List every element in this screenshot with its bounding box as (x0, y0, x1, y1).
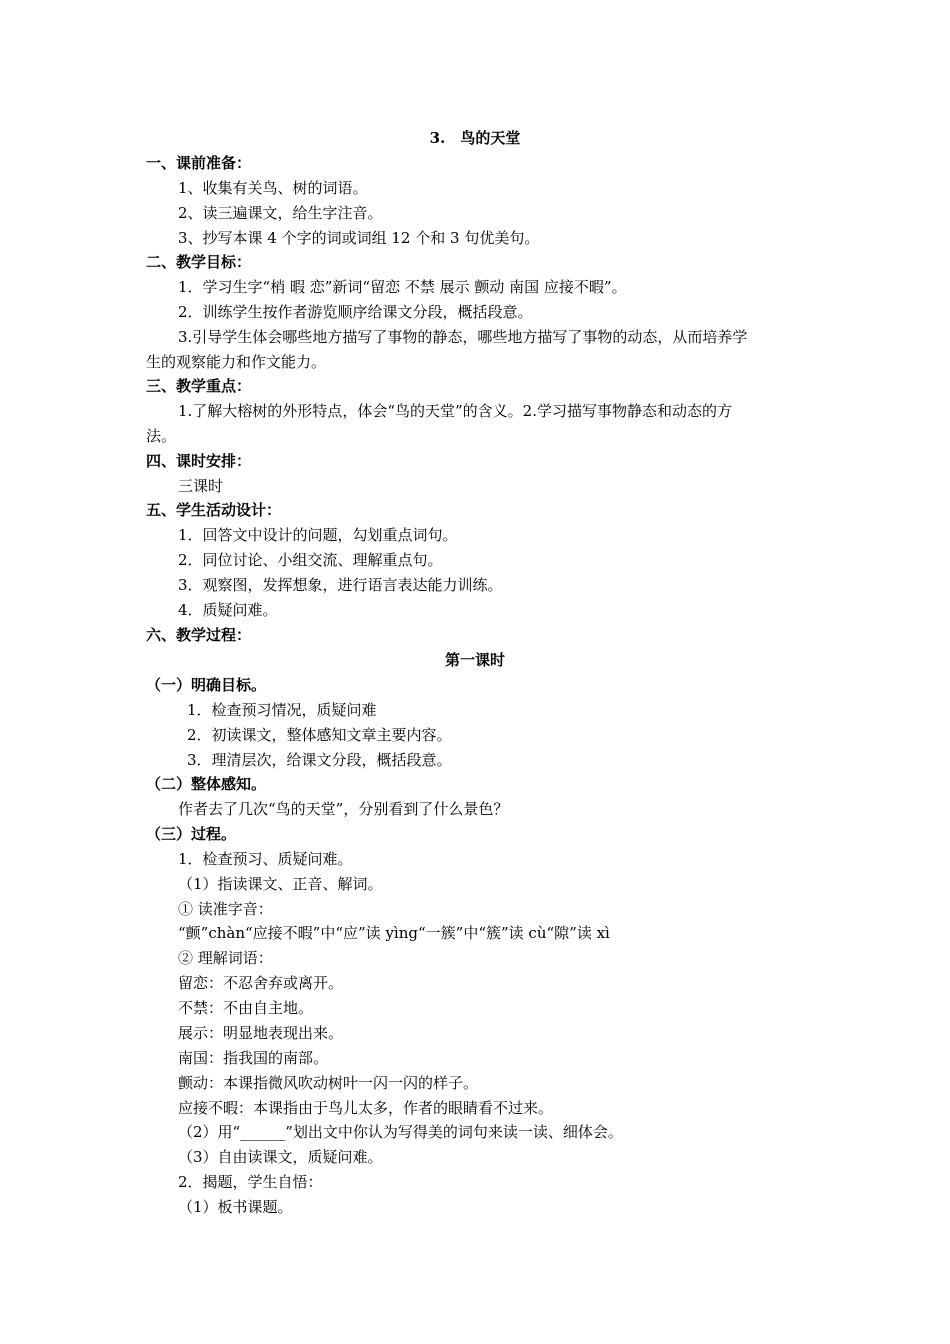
preparation-item-3: 3、抄写本课 4 个字的词或词组 12 个和 3 句优美句。 (178, 229, 540, 247)
section-heading-student-activities: 五、学生活动设计： (146, 501, 282, 519)
vocabulary-item: 不禁：不由自主地。 (178, 999, 314, 1017)
vocabulary-item: 留恋：不忍舍弃或离开。 (178, 974, 344, 992)
section-heading-key-points: 三、教学重点： (146, 377, 252, 395)
vocabulary-item: 南国：指我国的南部。 (178, 1049, 329, 1067)
document-title: 3. 鸟的天堂 (429, 129, 521, 147)
key-point-text-continued: 法。 (146, 427, 177, 445)
activity-item-1: 1．回答文中设计的问题，勾划重点词句。 (178, 526, 458, 544)
vocabulary-heading: ② 理解词语： (178, 949, 273, 967)
key-point-text: 1.了解大榕树的外形特点，体会“鸟的天堂”的含义。2.学习描写事物静态和动态的方 (178, 402, 732, 420)
activity-item-3: 3．观察图，发挥想象，进行语言表达能力训练。 (178, 576, 503, 594)
lesson-heading: 第一课时 (444, 651, 505, 669)
step-item-2: 2．揭题，学生自悟： (178, 1173, 323, 1191)
part-heading-overview: （二）整体感知。 (146, 775, 267, 793)
vocabulary-item: 应接不暇：本课指由于鸟儿太多，作者的眼睛看不过来。 (178, 1099, 554, 1117)
vocabulary-item: 颤动：本课指微风吹动树叶一闪一闪的样子。 (178, 1074, 479, 1092)
pronunciation-heading: ① 读准字音： (178, 900, 273, 918)
goal-item-3: 3．理清层次，给课文分段，概括段意。 (187, 751, 452, 769)
step-item-1: 1．检查预习、质疑问难。 (178, 850, 353, 868)
objective-item-3-continued: 生的观察能力和作文能力。 (146, 353, 327, 371)
overview-question: 作者去了几次“鸟的天堂”，分别看到了什么景色？ (178, 800, 509, 818)
section-heading-process: 六、教学过程： (146, 626, 252, 644)
part-heading-goals: （一）明确目标。 (146, 676, 267, 694)
vocabulary-item: 展示：明显地表现出来。 (178, 1024, 344, 1042)
section-heading-objectives: 二、教学目标： (146, 253, 252, 271)
objective-item-3: 3.引导学生体会哪些地方描写了事物的静态，哪些地方描写了事物的动态，从而培养学 (178, 328, 748, 346)
section-heading-preparation: 一、课前准备： (146, 154, 252, 172)
step-sub-3: （3）自由读课文，质疑问难。 (178, 1148, 383, 1166)
schedule-text: 三课时 (178, 477, 224, 495)
section-heading-schedule: 四、课时安排： (146, 452, 252, 470)
preparation-item-1: 1、收集有关鸟、树的词语。 (178, 179, 368, 197)
step-sub-2: （2）用“______”划出文中你认为写得美的词句来读一读、细体会。 (178, 1123, 623, 1141)
part-heading-steps: （三）过程。 (146, 825, 237, 843)
goal-item-1: 1．检查预习情况，质疑问难 (187, 701, 377, 719)
goal-item-2: 2．初读课文，整体感知文章主要内容。 (187, 726, 452, 744)
activity-item-4: 4．质疑问难。 (178, 601, 278, 619)
objective-item-2: 2．训练学生按作者游览顺序给课文分段，概括段意。 (178, 303, 533, 321)
objective-item-1: 1．学习生字“梢 暇 恋”新词“留恋 不禁 展示 颤动 南国 应接不暇”。 (178, 278, 627, 296)
preparation-item-2: 2、读三遍课文，给生字注音。 (178, 204, 383, 222)
activity-item-2: 2．同位讨论、小组交流、理解重点句。 (178, 551, 443, 569)
pronunciation-text: “颤”chàn“应接不暇”中“应”读 yìng“一簇”中“簇”读 cù“隙”读 xì (178, 924, 610, 942)
step-sub-board-title: （1）板书课题。 (178, 1198, 293, 1216)
step-sub-1: （1）指读课文、正音、解词。 (178, 875, 383, 893)
